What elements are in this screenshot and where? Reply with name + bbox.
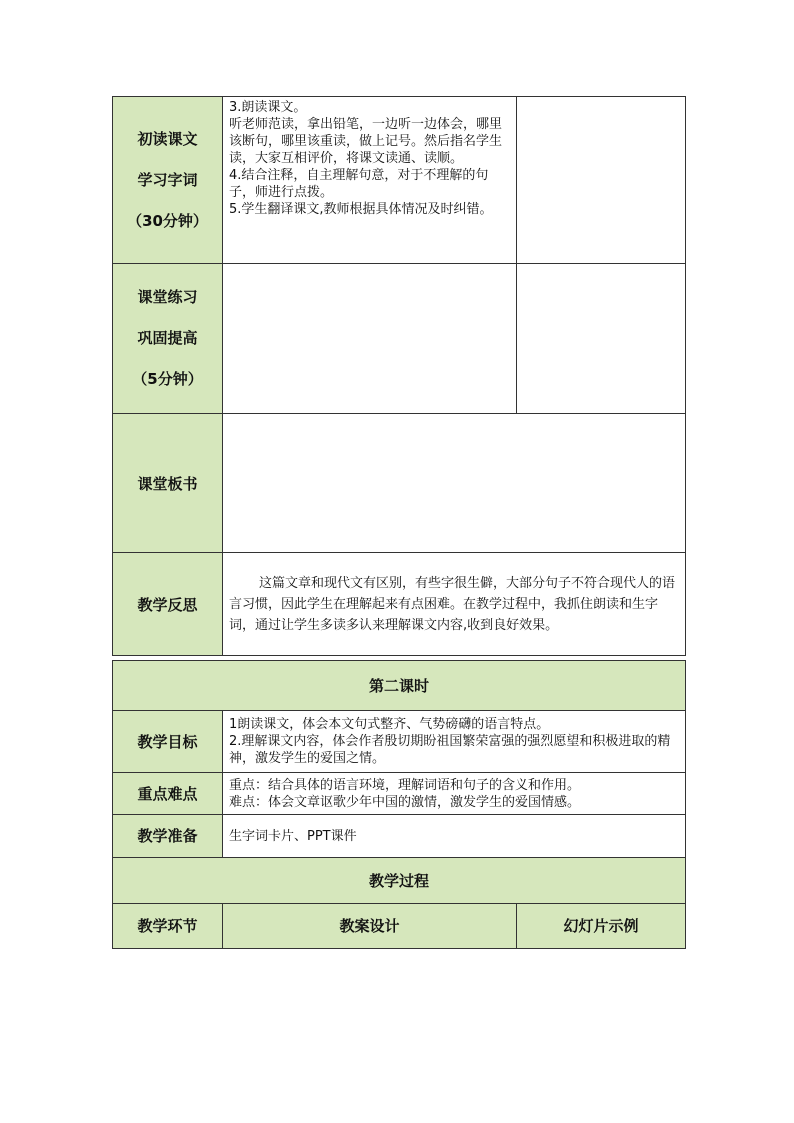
reflection-text: 这篇文章和现代文有区别，有些字很生僻，大部分句子不符合现代人的语言习惯，因此学生在理解起来有点困难。在教学过程中，我抓住朗读和生字词，通过让学生多读多认来理解课文内容,收到良好效果。 (229, 575, 676, 633)
row-reflection (113, 553, 686, 656)
header-line: 课堂练习 (137, 288, 198, 306)
header-practice (113, 264, 223, 414)
row-second-lesson (113, 661, 686, 711)
header-line: 初读课文 (137, 129, 198, 148)
text-line: 3.朗读课文。 (229, 100, 307, 115)
column-slides: 幻灯片示例 (517, 904, 686, 949)
slide-cell-empty (517, 264, 686, 414)
text-line: 4.结合注释，自主理解句意，对于不理解的句子，师进行点拨。 (229, 168, 489, 200)
header-blackboard: 课堂板书 (113, 414, 223, 553)
second-lesson-title: 第二课时 (113, 661, 686, 711)
column-design: 教案设计 (223, 904, 517, 949)
header-reflection: 教学反思 (113, 553, 223, 656)
process-title: 教学过程 (113, 858, 686, 904)
content-goals (223, 711, 686, 773)
header-preparation: 教学准备 (113, 815, 223, 858)
header-key-points: 重点难点 (113, 773, 223, 815)
row-columns (113, 904, 686, 949)
text-line: 重点：结合具体的语言环境，理解词语和句子的含义和作用。 (229, 777, 581, 793)
row-goals (113, 711, 686, 773)
text-line: 5.学生翻译课文,教师根据具体情况及时纠错。 (229, 202, 493, 217)
row-first-reading (113, 97, 686, 264)
row-practice (113, 264, 686, 414)
header-line: 学习字词 (137, 170, 198, 189)
content-blackboard-empty (223, 414, 686, 553)
header-first-reading (113, 97, 223, 264)
slide-cell-empty (517, 97, 686, 264)
row-preparation (113, 815, 686, 858)
text-line: 1朗读课文，体会本文句式整齐、气势磅礴的语言特点。 (229, 717, 550, 732)
header-goals: 教学目标 (113, 711, 223, 773)
lesson-table-1 (112, 96, 686, 656)
header-line: （30分钟） (127, 211, 208, 230)
text-line: 难点：体会文章讴歌少年中国的激情，激发学生的爱国情感。 (229, 794, 581, 810)
header-line: （5分钟） (132, 370, 203, 388)
text-line: 2.理解课文内容，体会作者殷切期盼祖国繁荣富强的强烈愿望和积极进取的精神，激发学生的爱国之情。 (229, 734, 671, 766)
row-process (113, 858, 686, 904)
column-stage: 教学环节 (113, 904, 223, 949)
row-key-points (113, 773, 686, 815)
content-preparation: 生字词卡片、PPT课件 (223, 815, 686, 858)
content-first-reading (223, 97, 517, 264)
text-line: 听老师范读，拿出铅笔，一边听一边体会，哪里该断句，哪里该重读，做上记号。然后指名学生读，大家互相评价，将课文读通、读顺。 (229, 117, 503, 166)
content-reflection (223, 553, 686, 656)
lesson-table-2 (112, 660, 686, 949)
content-key-points (223, 773, 686, 815)
header-line: 巩固提高 (137, 329, 198, 347)
row-blackboard (113, 414, 686, 553)
content-practice-empty (223, 264, 517, 414)
